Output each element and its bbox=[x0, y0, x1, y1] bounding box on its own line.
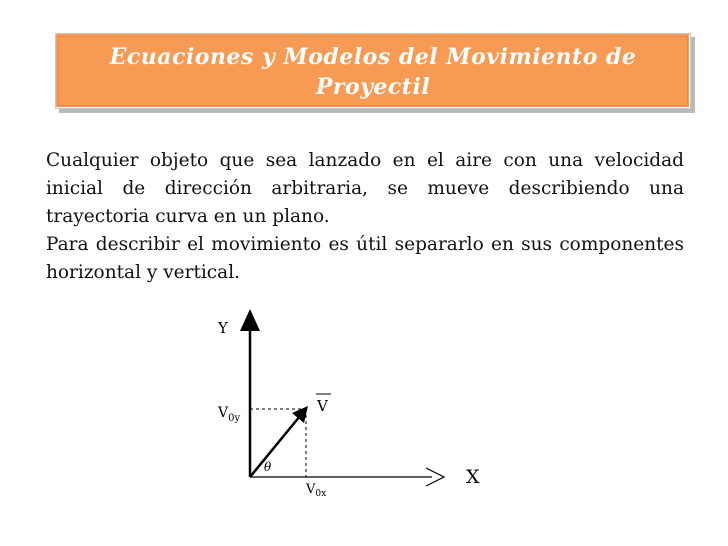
v0x-sub: 0x bbox=[315, 489, 327, 499]
vector-components-diagram bbox=[200, 305, 500, 505]
y-axis-label: Y bbox=[218, 319, 228, 337]
v0y-sub: 0y bbox=[228, 413, 241, 424]
body-text bbox=[46, 147, 684, 287]
angle-label: θ bbox=[264, 460, 272, 474]
slide-title: Ecuaciones y Modelos del Movimiento de Proyectil bbox=[109, 44, 637, 100]
v0x-base: V bbox=[306, 482, 316, 497]
x-axis-label: X bbox=[466, 466, 480, 488]
velocity-vector bbox=[250, 416, 300, 477]
paragraph-intro: Cualquier objeto que sea lanzado en el aire con una velocidad inicial de dirección arbitraria, se mueve describiendo una trayectoria curva en un plano. bbox=[46, 150, 684, 227]
v0y-label bbox=[217, 405, 240, 424]
y-axis-arrowhead bbox=[240, 309, 260, 331]
title-banner bbox=[55, 33, 691, 109]
vector-label: V bbox=[317, 397, 328, 415]
v0x-label bbox=[305, 482, 326, 499]
paragraph-components: Para describir el movimiento es útil separarlo en sus componentes horizontal y vertical. bbox=[46, 234, 684, 283]
v0y-base: V bbox=[218, 405, 229, 421]
